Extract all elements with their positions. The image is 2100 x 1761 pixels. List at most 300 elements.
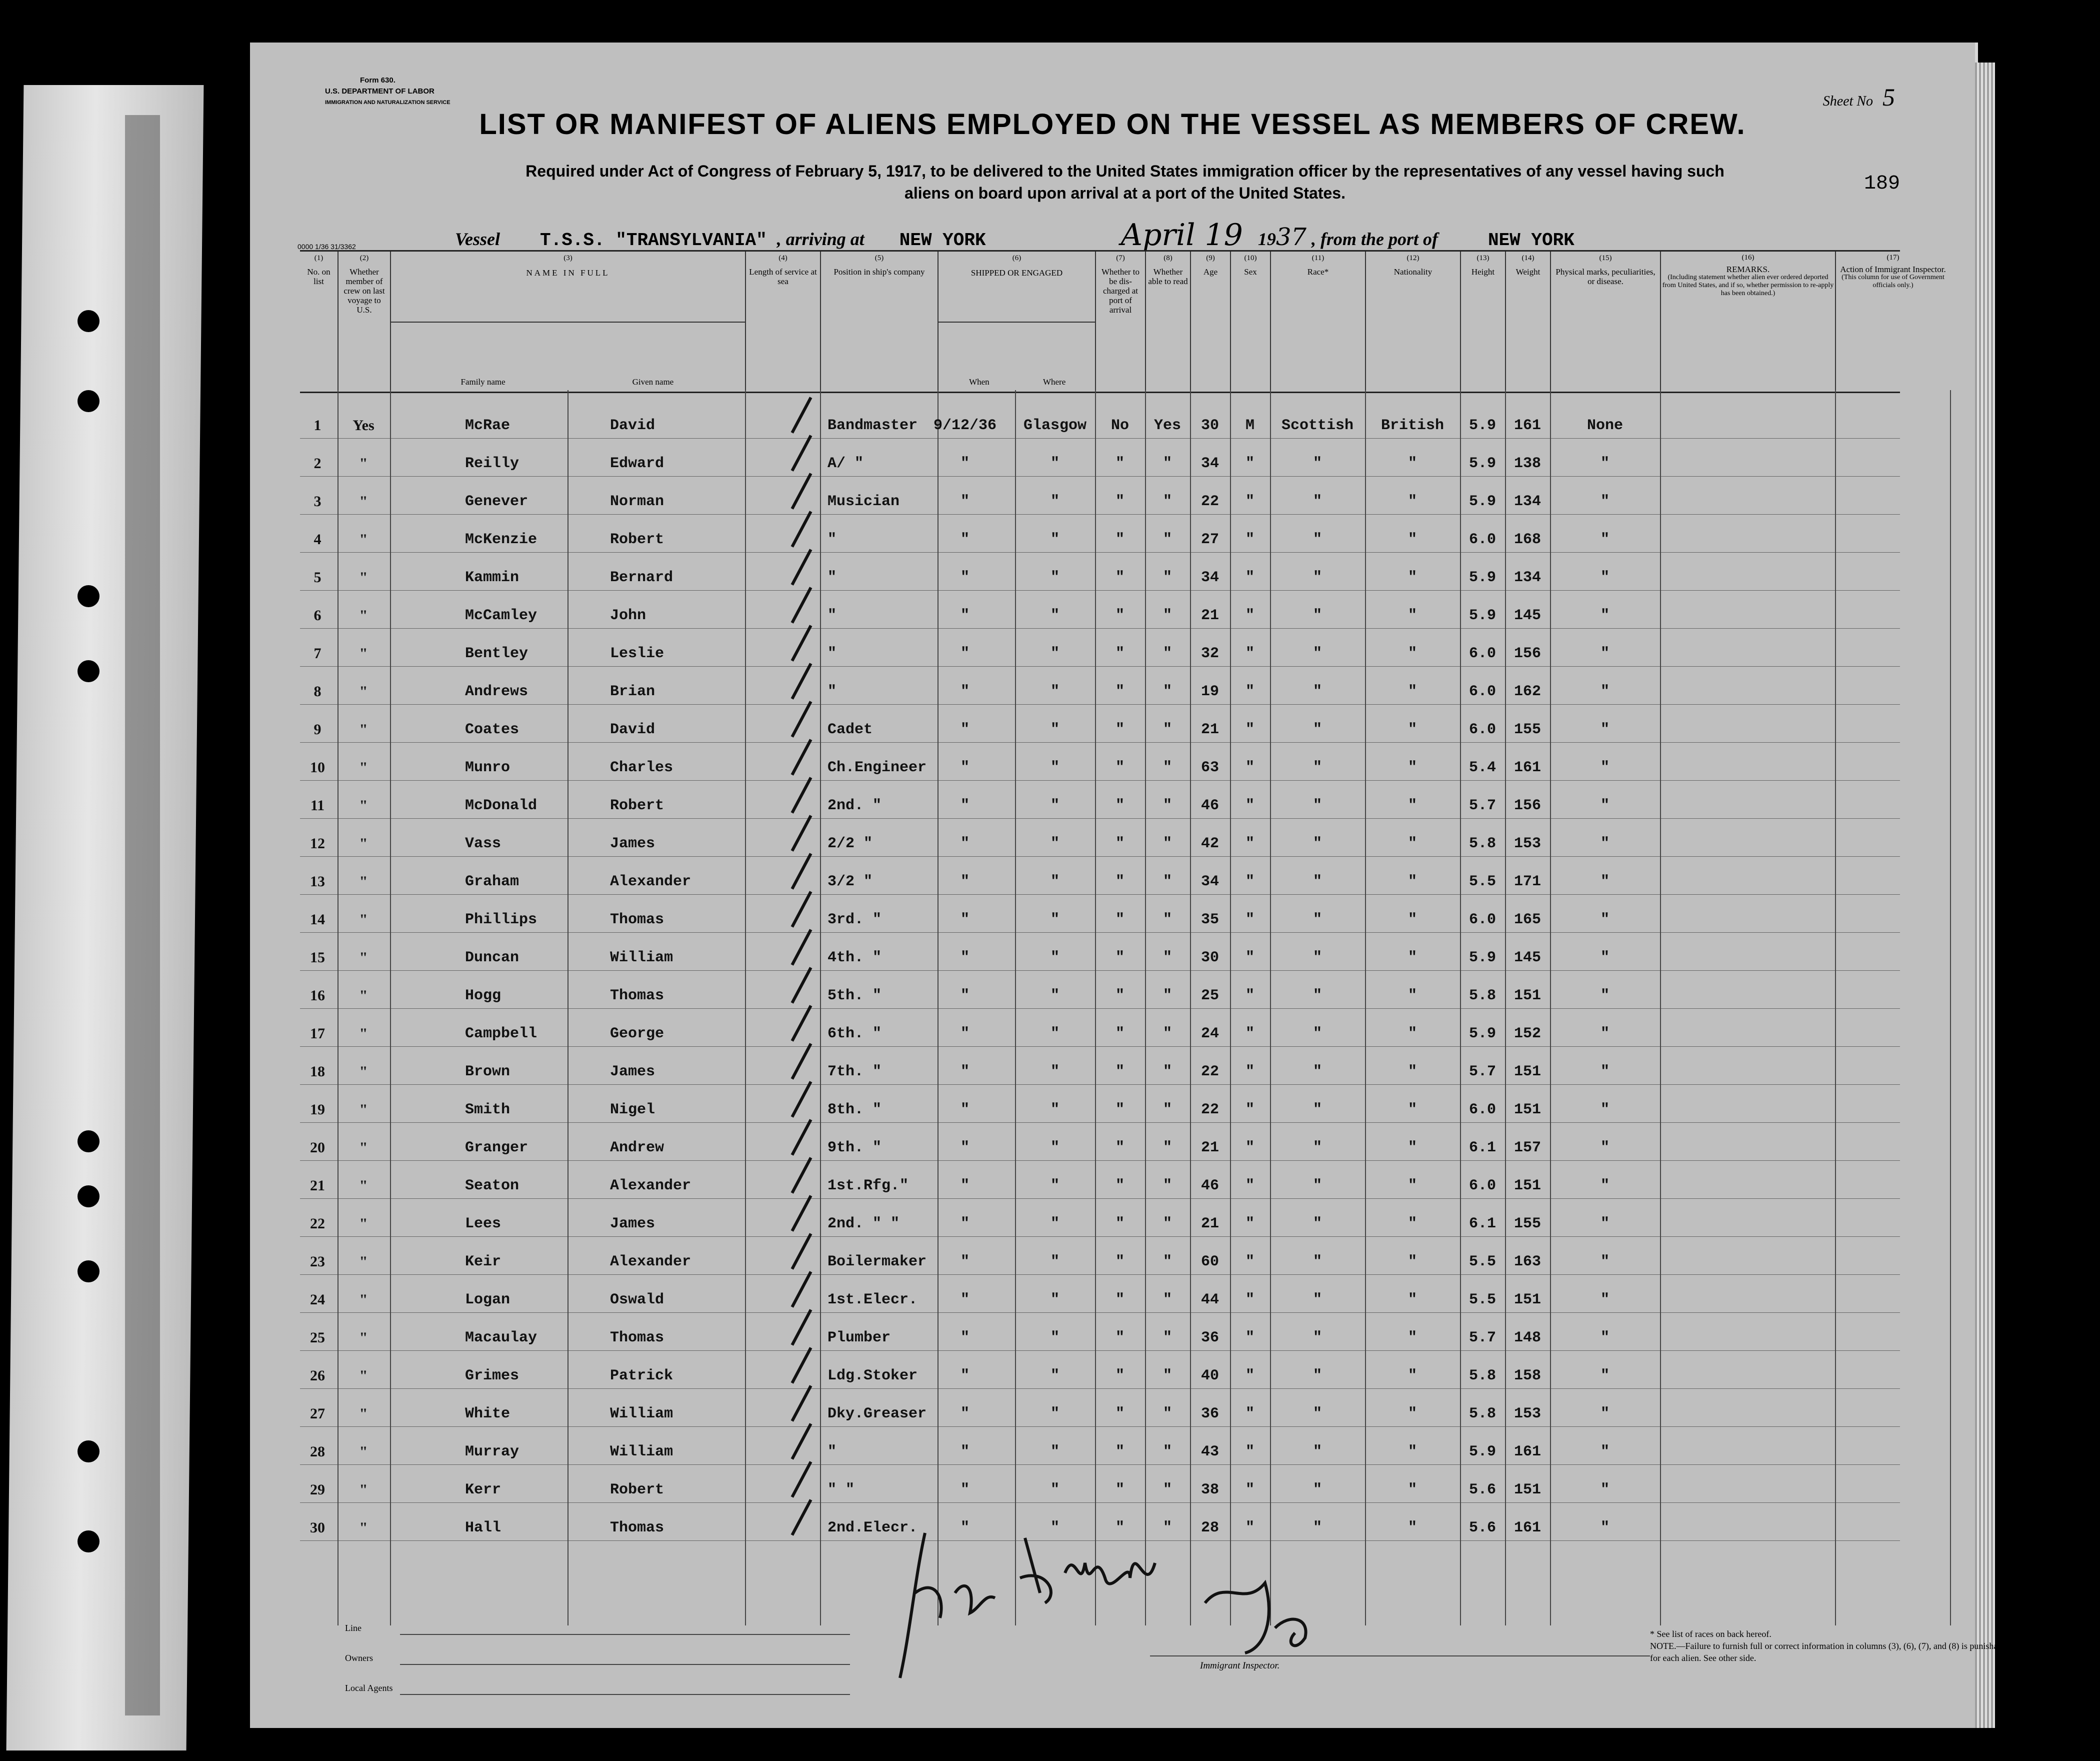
arrival-date: April 19 bbox=[1120, 218, 1243, 253]
cell-age: 42 bbox=[1200, 835, 1220, 852]
cell-height: 5.5 bbox=[1468, 1253, 1496, 1270]
col-sex bbox=[1230, 252, 1270, 392]
cell-marks: " bbox=[1600, 873, 1610, 890]
cell-sex: " bbox=[1245, 1177, 1255, 1194]
manifest-page bbox=[250, 43, 2092, 1728]
cell-height: 5.9 bbox=[1468, 569, 1496, 586]
cell-read: " bbox=[1162, 1063, 1172, 1080]
cell-disch: " bbox=[1115, 455, 1125, 472]
cell-read: " bbox=[1162, 683, 1172, 700]
cell-read: " bbox=[1162, 455, 1172, 472]
cell-no: 6 bbox=[314, 607, 322, 624]
cell-read: " bbox=[1162, 607, 1172, 624]
cell-race: " bbox=[1312, 1405, 1322, 1422]
cell-given: James bbox=[610, 1215, 656, 1232]
cell-when: " bbox=[960, 1443, 970, 1460]
cell-when: " bbox=[960, 1139, 970, 1156]
cell-where: " bbox=[1050, 1329, 1060, 1346]
service-tick-mark bbox=[791, 1423, 812, 1459]
cell-given: James bbox=[610, 835, 656, 852]
cell-read: " bbox=[1162, 1215, 1172, 1232]
cell-nat: " bbox=[1408, 455, 1418, 472]
cell-nat: " bbox=[1408, 987, 1418, 1004]
cell-age: 46 bbox=[1200, 1177, 1220, 1194]
cell-no: 25 bbox=[310, 1329, 325, 1346]
col-no-label: No. on list bbox=[307, 267, 330, 286]
cell-weight: 156 bbox=[1514, 797, 1542, 814]
cell-no: 7 bbox=[314, 645, 322, 662]
cell-sex: " bbox=[1245, 835, 1255, 852]
col-prev-voyage-label: Whether member of crew on last voyage to U.S. bbox=[344, 267, 385, 315]
cell-position: 8th. " bbox=[828, 1101, 882, 1118]
cell-position: 1st.Rfg." bbox=[828, 1177, 909, 1194]
service-tick-mark bbox=[791, 663, 812, 699]
cell-prev: " bbox=[359, 721, 368, 738]
cell-nat: " bbox=[1408, 1063, 1418, 1080]
col-remarks bbox=[1660, 252, 1835, 392]
cell-height: 6.0 bbox=[1468, 1177, 1496, 1194]
cell-no: 11 bbox=[310, 797, 325, 814]
cell-marks: " bbox=[1600, 1063, 1610, 1080]
binding-strip bbox=[6, 85, 204, 1750]
service-tick-mark bbox=[791, 1005, 812, 1041]
cell-when: " bbox=[960, 873, 970, 890]
cell-given: Nigel bbox=[610, 1101, 656, 1118]
service-tick-mark bbox=[791, 1195, 812, 1231]
cell-race: " bbox=[1312, 645, 1322, 662]
cell-sex: " bbox=[1245, 1215, 1255, 1232]
cell-where: " bbox=[1050, 949, 1060, 966]
col-age-label: Age bbox=[1203, 267, 1218, 277]
col-position bbox=[820, 252, 938, 392]
table-row bbox=[300, 1388, 1900, 1426]
cell-position: Boilermaker bbox=[828, 1253, 927, 1270]
cell-age: 35 bbox=[1200, 911, 1220, 928]
cell-age: 27 bbox=[1200, 531, 1220, 548]
cell-no: 13 bbox=[310, 873, 325, 890]
cell-disch: " bbox=[1115, 1329, 1125, 1346]
cell-nat: " bbox=[1408, 569, 1418, 586]
cell-family: Duncan bbox=[465, 949, 520, 966]
cell-age: 40 bbox=[1200, 1367, 1220, 1384]
cell-race: " bbox=[1312, 493, 1322, 510]
form-number: Form 630. bbox=[360, 76, 396, 85]
cell-nat: " bbox=[1408, 1329, 1418, 1346]
cell-prev: " bbox=[359, 531, 368, 548]
table-row bbox=[300, 1008, 1900, 1046]
cell-race: " bbox=[1312, 721, 1322, 738]
cell-age: 34 bbox=[1200, 569, 1220, 586]
cell-race: " bbox=[1312, 1101, 1322, 1118]
cell-height: 6.0 bbox=[1468, 911, 1496, 928]
cell-nat: " bbox=[1408, 835, 1418, 852]
cell-weight: 151 bbox=[1514, 987, 1542, 1004]
cell-marks: " bbox=[1600, 1443, 1610, 1460]
page-title: LIST OR MANIFEST OF ALIENS EMPLOYED ON THE VESSEL AS MEMBERS OF CREW. bbox=[479, 108, 1746, 141]
service-tick-mark bbox=[791, 777, 812, 813]
cell-family: McCamley bbox=[465, 607, 538, 624]
service-tick-mark bbox=[791, 1347, 812, 1383]
cell-given: Robert bbox=[610, 797, 664, 814]
cell-marks: " bbox=[1600, 1215, 1610, 1232]
cell-nat: " bbox=[1408, 759, 1418, 776]
cell-marks: " bbox=[1600, 1291, 1610, 1308]
cell-where: " bbox=[1050, 607, 1060, 624]
cell-marks: " bbox=[1600, 493, 1610, 510]
cell-height: 5.9 bbox=[1468, 949, 1496, 966]
cell-weight: 165 bbox=[1514, 911, 1542, 928]
cell-no: 3 bbox=[314, 493, 322, 510]
cell-sex: " bbox=[1245, 607, 1255, 624]
cell-when: " bbox=[960, 835, 970, 852]
cell-family: Campbell bbox=[465, 1025, 538, 1042]
cell-disch: " bbox=[1115, 911, 1125, 928]
cell-given: John bbox=[610, 607, 646, 624]
cell-no: 8 bbox=[314, 683, 322, 700]
cell-age: 36 bbox=[1200, 1405, 1220, 1422]
cell-no: 12 bbox=[310, 835, 325, 852]
service-tick-mark bbox=[791, 853, 812, 889]
cell-height: 5.6 bbox=[1468, 1519, 1496, 1536]
cell-age: 22 bbox=[1200, 1101, 1220, 1118]
col-nationality-num: (12) bbox=[1406, 254, 1420, 262]
cell-read: " bbox=[1162, 493, 1172, 510]
cell-given: Brian bbox=[610, 683, 656, 700]
table-row bbox=[300, 1350, 1900, 1388]
cell-nat: " bbox=[1408, 721, 1418, 738]
cell-when: " bbox=[960, 1367, 970, 1384]
col-height-num: (13) bbox=[1476, 254, 1490, 262]
cell-height: 6.1 bbox=[1468, 1139, 1496, 1156]
cell-prev: " bbox=[359, 1177, 368, 1194]
cell-sex: " bbox=[1245, 721, 1255, 738]
cell-height: 5.7 bbox=[1468, 1063, 1496, 1080]
service-tick-mark bbox=[791, 1461, 812, 1497]
cell-read: " bbox=[1162, 1101, 1172, 1118]
cell-age: 21 bbox=[1200, 1215, 1220, 1232]
col-shipped-num: (6) bbox=[1012, 254, 1022, 262]
service-tick-mark bbox=[791, 967, 812, 1003]
cell-where: " bbox=[1050, 759, 1060, 776]
cell-race: " bbox=[1312, 1481, 1322, 1498]
owners-label: Owners bbox=[345, 1653, 373, 1663]
col-weight-label: Weight bbox=[1516, 267, 1540, 277]
cell-height: 5.9 bbox=[1468, 417, 1496, 434]
cell-read: " bbox=[1162, 1481, 1172, 1498]
cell-disch: " bbox=[1115, 1101, 1125, 1118]
cell-given: William bbox=[610, 1443, 674, 1460]
cell-age: 34 bbox=[1200, 873, 1220, 890]
cell-nat: " bbox=[1408, 1291, 1418, 1308]
cell-height: 6.0 bbox=[1468, 531, 1496, 548]
cell-age: 28 bbox=[1200, 1519, 1220, 1536]
cell-weight: 153 bbox=[1514, 1405, 1542, 1422]
table-row bbox=[300, 400, 1900, 438]
col-position-num: (5) bbox=[874, 254, 884, 262]
cell-prev: " bbox=[359, 1329, 368, 1346]
cell-height: 5.5 bbox=[1468, 873, 1496, 890]
cell-family: Murray bbox=[465, 1443, 520, 1460]
table-row bbox=[300, 438, 1900, 476]
cell-no: 17 bbox=[310, 1025, 325, 1042]
cell-family: Grimes bbox=[465, 1367, 520, 1384]
cell-prev: " bbox=[359, 607, 368, 624]
cell-sex: " bbox=[1245, 1139, 1255, 1156]
table-row bbox=[300, 590, 1900, 628]
table-row bbox=[300, 1084, 1900, 1122]
service: IMMIGRATION AND NATURALIZATION SERVICE bbox=[325, 100, 450, 106]
cell-prev: " bbox=[359, 1139, 368, 1156]
service-tick-mark bbox=[791, 1499, 812, 1535]
cell-disch: No bbox=[1110, 417, 1130, 434]
cell-race: " bbox=[1312, 873, 1322, 890]
cell-marks: " bbox=[1600, 1367, 1610, 1384]
form-header bbox=[325, 75, 450, 108]
cell-no: 19 bbox=[310, 1101, 325, 1118]
cell-position: 2/2 " bbox=[828, 835, 873, 852]
cell-read: " bbox=[1162, 1025, 1172, 1042]
service-tick-mark bbox=[791, 587, 812, 623]
cell-race: " bbox=[1312, 949, 1322, 966]
line-label: Line bbox=[345, 1623, 362, 1633]
cell-given: Alexander bbox=[610, 1253, 692, 1270]
cell-marks: None bbox=[1586, 417, 1624, 434]
cell-weight: 134 bbox=[1514, 493, 1542, 510]
cell-nat: " bbox=[1408, 1405, 1418, 1422]
cell-weight: 148 bbox=[1514, 1329, 1542, 1346]
cell-nat: " bbox=[1408, 911, 1418, 928]
cell-race: " bbox=[1312, 759, 1322, 776]
cell-race: " bbox=[1312, 1025, 1322, 1042]
cell-marks: " bbox=[1600, 1481, 1610, 1498]
cell-where: " bbox=[1050, 1291, 1060, 1308]
cell-marks: " bbox=[1600, 455, 1610, 472]
col-service-label: Length of service at sea bbox=[749, 267, 817, 286]
cell-family: McDonald bbox=[465, 797, 538, 814]
cell-where: " bbox=[1050, 645, 1060, 662]
cell-weight: 151 bbox=[1514, 1481, 1542, 1498]
cell-where: " bbox=[1050, 683, 1060, 700]
cell-disch: " bbox=[1115, 873, 1125, 890]
cell-nat: " bbox=[1408, 949, 1418, 966]
cell-age: 44 bbox=[1200, 1291, 1220, 1308]
col-age-num: (9) bbox=[1206, 254, 1215, 262]
cell-age: 21 bbox=[1200, 607, 1220, 624]
cell-no: 10 bbox=[310, 759, 325, 776]
cell-weight: 151 bbox=[1514, 1177, 1542, 1194]
cell-where: " bbox=[1050, 1025, 1060, 1042]
col-shipped-divider bbox=[938, 322, 1095, 323]
table-row bbox=[300, 1312, 1900, 1350]
col-sex-num: (10) bbox=[1244, 254, 1257, 262]
cell-height: 5.9 bbox=[1468, 1025, 1496, 1042]
cell-prev: " bbox=[359, 835, 368, 852]
cell-sex: " bbox=[1245, 1025, 1255, 1042]
cell-read: " bbox=[1162, 835, 1172, 852]
cell-height: 6.0 bbox=[1468, 645, 1496, 662]
fine-note: NOTE.—Failure to furnish full or correct information in columns (3), (6), (7), and (8) is punishable by a fine of ten dollars for each alien. See other side. bbox=[1650, 1641, 2092, 1663]
cell-sex: " bbox=[1245, 531, 1255, 548]
cell-family: Munro bbox=[465, 759, 510, 776]
cell-position: Ch.Engineer bbox=[828, 759, 927, 776]
cell-weight: 152 bbox=[1514, 1025, 1542, 1042]
cell-prev: " bbox=[359, 949, 368, 966]
cell-disch: " bbox=[1115, 721, 1125, 738]
table-row bbox=[300, 1046, 1900, 1084]
cell-when: " bbox=[960, 1025, 970, 1042]
department: U.S. DEPARTMENT OF LABOR bbox=[325, 87, 434, 96]
cell-marks: " bbox=[1600, 1025, 1610, 1042]
cell-given: Norman bbox=[610, 493, 664, 510]
cell-nat: " bbox=[1408, 683, 1418, 700]
cell-race: " bbox=[1312, 1519, 1322, 1536]
cell-no: 21 bbox=[310, 1177, 325, 1194]
cell-given: David bbox=[610, 721, 656, 738]
col-action-desc: (This column for use of Government officials only.) bbox=[1842, 274, 1944, 289]
cell-given: Leslie bbox=[610, 645, 664, 662]
cell-where: " bbox=[1050, 1367, 1060, 1384]
cell-age: 22 bbox=[1200, 493, 1220, 510]
column-rule bbox=[1950, 390, 1951, 1625]
cell-prev: " bbox=[359, 797, 368, 814]
cell-marks: " bbox=[1600, 835, 1610, 852]
cell-family: McKenzie bbox=[465, 531, 538, 548]
cell-position: 2nd. " bbox=[828, 797, 882, 814]
service-tick-mark bbox=[791, 891, 812, 927]
cell-sex: " bbox=[1245, 911, 1255, 928]
table-row bbox=[300, 1274, 1900, 1312]
binding-hole bbox=[78, 1260, 100, 1282]
cell-family: Hogg bbox=[465, 987, 502, 1004]
cell-where: " bbox=[1050, 569, 1060, 586]
service-tick-mark bbox=[791, 1043, 812, 1079]
cell-when: " bbox=[960, 1405, 970, 1422]
cell-race: " bbox=[1312, 455, 1322, 472]
cell-position: " bbox=[828, 569, 837, 586]
cell-height: 5.8 bbox=[1468, 987, 1496, 1004]
cell-family: Kammin bbox=[465, 569, 520, 586]
cell-nat: " bbox=[1408, 797, 1418, 814]
cell-disch: " bbox=[1115, 569, 1125, 586]
service-tick-mark bbox=[791, 397, 812, 433]
cell-where: " bbox=[1050, 1519, 1060, 1536]
table-header bbox=[300, 250, 1946, 393]
col-race bbox=[1270, 252, 1365, 392]
cell-sex: " bbox=[1245, 1519, 1255, 1536]
cell-when: 9/12/36 bbox=[933, 417, 997, 434]
cell-read: " bbox=[1162, 797, 1172, 814]
cell-disch: " bbox=[1115, 607, 1125, 624]
col-discharged-num: (7) bbox=[1116, 254, 1125, 262]
cell-marks: " bbox=[1600, 759, 1610, 776]
cell-where: " bbox=[1050, 1215, 1060, 1232]
cell-where: " bbox=[1050, 1253, 1060, 1270]
cell-marks: " bbox=[1600, 607, 1610, 624]
cell-read: " bbox=[1162, 1367, 1172, 1384]
cell-prev: " bbox=[359, 911, 368, 928]
col-shipped-sub bbox=[938, 377, 1095, 387]
cell-disch: " bbox=[1115, 1063, 1125, 1080]
col-race-num: (11) bbox=[1312, 254, 1324, 262]
cell-prev: " bbox=[359, 1291, 368, 1308]
col-action-label: Action of Immigrant Inspector. bbox=[1840, 265, 1946, 274]
cell-race: " bbox=[1312, 911, 1322, 928]
table-row bbox=[300, 780, 1900, 818]
col-name bbox=[390, 252, 745, 392]
cell-read: " bbox=[1162, 1443, 1172, 1460]
cell-family: Seaton bbox=[465, 1177, 520, 1194]
cell-position: 4th. " bbox=[828, 949, 882, 966]
service-tick-mark bbox=[791, 435, 812, 471]
cell-height: 5.9 bbox=[1468, 607, 1496, 624]
cell-height: 5.9 bbox=[1468, 493, 1496, 510]
col-name-sub bbox=[391, 377, 745, 387]
cell-marks: " bbox=[1600, 1177, 1610, 1194]
cell-sex: " bbox=[1245, 1443, 1255, 1460]
col-discharged-label: Whether to be dis-charged at port of arrival bbox=[1102, 267, 1140, 315]
cell-disch: " bbox=[1115, 1177, 1125, 1194]
cell-given: Robert bbox=[610, 1481, 664, 1498]
table-row bbox=[300, 552, 1900, 590]
cell-given: Thomas bbox=[610, 1329, 664, 1346]
subtitle-line-1: Required under Act of Congress of February 5, 1917, to be delivered to the United States immigration officer by the representatives of any vessel having such bbox=[526, 162, 1724, 180]
cell-disch: " bbox=[1115, 1367, 1125, 1384]
col-nationality bbox=[1365, 252, 1460, 392]
table-row bbox=[300, 628, 1900, 666]
cell-disch: " bbox=[1115, 1025, 1125, 1042]
cell-race: " bbox=[1312, 797, 1322, 814]
cell-weight: 155 bbox=[1514, 1215, 1542, 1232]
page-subtitle bbox=[425, 160, 1825, 204]
col-no-num: (1) bbox=[314, 254, 324, 262]
cell-position: 7th. " bbox=[828, 1063, 882, 1080]
cell-weight: 145 bbox=[1514, 949, 1542, 966]
cell-given: Patrick bbox=[610, 1367, 674, 1384]
cell-race: " bbox=[1312, 835, 1322, 852]
cell-where: " bbox=[1050, 1101, 1060, 1118]
table-row bbox=[300, 932, 1900, 970]
service-tick-mark bbox=[791, 1081, 812, 1117]
cell-marks: " bbox=[1600, 721, 1610, 738]
cell-position: 3rd. " bbox=[828, 911, 882, 928]
col-name-divider bbox=[391, 322, 745, 323]
cell-marks: " bbox=[1600, 911, 1610, 928]
cell-no: 29 bbox=[310, 1481, 325, 1498]
cell-read: " bbox=[1162, 949, 1172, 966]
cell-sex: " bbox=[1245, 873, 1255, 890]
cell-disch: " bbox=[1115, 1481, 1125, 1498]
cell-when: " bbox=[960, 1101, 970, 1118]
cell-sex: " bbox=[1245, 1291, 1255, 1308]
cell-position: " bbox=[828, 531, 837, 548]
cell-age: 30 bbox=[1200, 417, 1220, 434]
cell-weight: 157 bbox=[1514, 1139, 1542, 1156]
cell-when: " bbox=[960, 683, 970, 700]
cell-nat: " bbox=[1408, 493, 1418, 510]
cell-height: 5.8 bbox=[1468, 835, 1496, 852]
binding-hole bbox=[78, 1530, 100, 1552]
table-row bbox=[300, 1198, 1900, 1236]
cell-given: Charles bbox=[610, 759, 674, 776]
cell-prev: " bbox=[359, 683, 368, 700]
table-row bbox=[300, 1236, 1900, 1274]
cell-where: " bbox=[1050, 797, 1060, 814]
cell-read: " bbox=[1162, 1291, 1172, 1308]
cell-race: " bbox=[1312, 987, 1322, 1004]
cell-when: " bbox=[960, 987, 970, 1004]
cell-sex: " bbox=[1245, 645, 1255, 662]
col-height-label: Height bbox=[1471, 267, 1495, 277]
